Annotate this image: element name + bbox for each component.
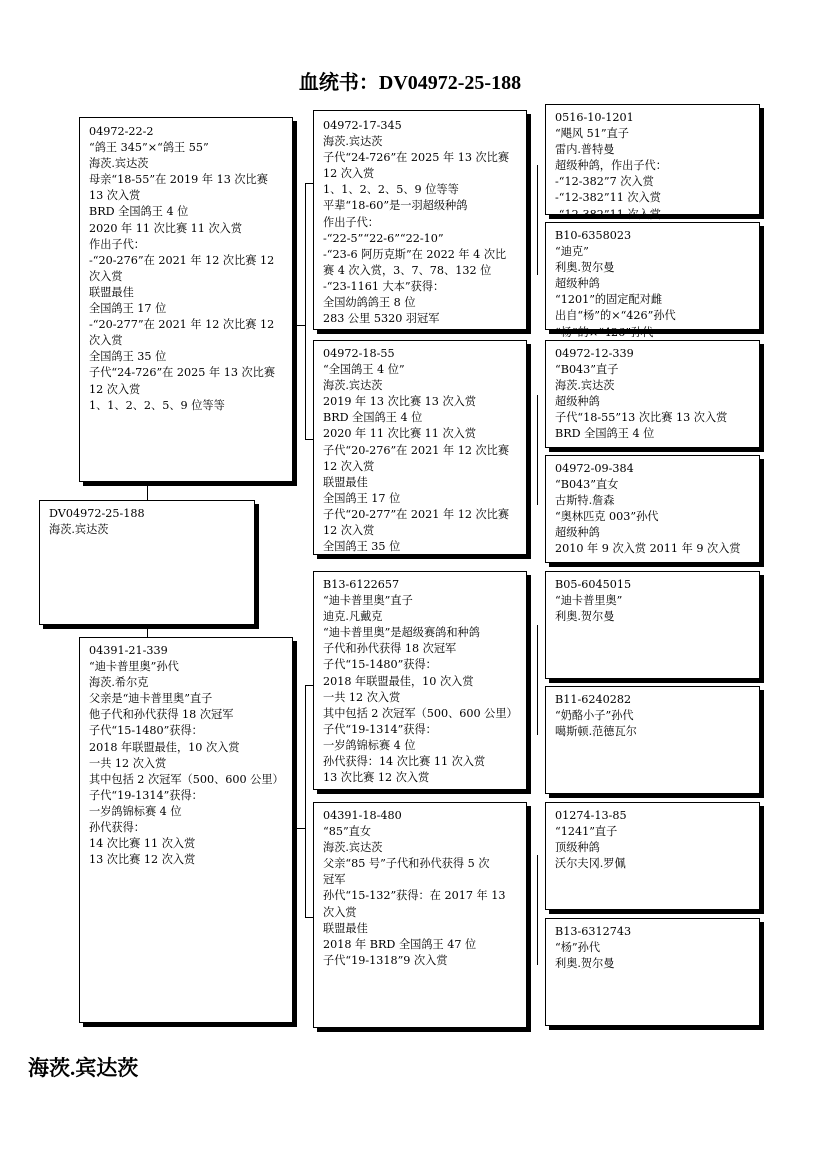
pedigree-line: “1201”的固定配对雌 xyxy=(555,293,663,307)
dam-dam-card xyxy=(313,802,527,1028)
pedigree-line: 283 公里 5320 羽冠军 xyxy=(323,312,440,326)
pedigree-line: 2018 年 BRD 全国鸽王 47 位 xyxy=(323,937,477,951)
connector-dam-dd xyxy=(305,917,313,918)
pedigree-line: -“12-382”11 次入赏 xyxy=(555,207,661,221)
connector-sire-ss xyxy=(305,183,313,184)
dam-card xyxy=(79,637,293,1023)
pedigree-line: 孙代“15-132”获得：在 2017 年 13 xyxy=(323,889,506,903)
pedigree-line: 01274-13-85 xyxy=(555,809,627,822)
pedigree-line: 04972-09-384 xyxy=(555,462,634,475)
connector-sire-subject xyxy=(147,482,148,500)
pedigree-line: 0516-10-1201 xyxy=(555,111,634,124)
pedigree-line: 2018 年联盟最佳，10 次入赏 xyxy=(89,740,240,754)
pedigree-line: “飓风 51”直子 xyxy=(555,127,629,141)
pedigree-line: B11-6240282 xyxy=(555,693,632,706)
pedigree-line: -“12-382”11 次入赏 xyxy=(555,191,661,205)
pedigree-line: “杨”孙代 xyxy=(555,941,601,955)
pedigree-line: 古斯特.詹森 xyxy=(555,494,615,508)
connector-sd-pair xyxy=(537,395,538,505)
pedigree-line: 海茨.希尔克 xyxy=(89,676,149,690)
pedigree-line: 一共 12 次入赏 xyxy=(89,756,167,770)
pedigree-line: 14 次比赛 11 次入赏 xyxy=(89,837,196,851)
dam-sire-card xyxy=(313,571,527,790)
breeder-name: 海茨.宾达茨 xyxy=(28,1056,139,1080)
pedigree-line: 孙代获得：14 次比赛 11 次入赏 xyxy=(323,755,486,769)
connector-dam-ds xyxy=(305,685,313,686)
pedigree-line: 04391-18-480 xyxy=(323,809,402,822)
sire-dam-card xyxy=(313,340,527,555)
pedigree-line: 子代“20-276”在 2021 年 12 次比赛 xyxy=(323,443,510,457)
pedigree-line: 顶级种鸽 xyxy=(555,841,600,855)
pedigree-line: 04972-17-345 xyxy=(323,119,402,132)
pedigree-line: 1、1、2、2、5、9 位等等 xyxy=(323,183,459,197)
pedigree-line: 超级种鸽 xyxy=(555,526,600,540)
pedigree-line: “鸽王 345”×“鸽王 55” xyxy=(89,141,209,155)
pedigree-line: 子代“19-1314”获得： xyxy=(323,722,437,736)
pedigree-line: 子代“19-1318”9 次入赏 xyxy=(323,953,448,967)
connector-dd-pair xyxy=(537,855,538,965)
pedigree-line: 2020 年 11 次比赛 11 次入赏 xyxy=(89,221,243,235)
pedigree-line: “奶酪小子”孙代 xyxy=(555,709,634,723)
pedigree-line: 次入赏 xyxy=(323,905,357,919)
sd-sire-card xyxy=(545,340,760,448)
pedigree-line: 全国幼鸽鸽王 8 位 xyxy=(323,296,416,310)
pedigree-line: “1241”直子 xyxy=(555,825,618,839)
connector-dam-vertical xyxy=(305,685,306,917)
pedigree-line: 利奥.贺尔曼 xyxy=(555,261,615,275)
pedigree-line: 迪克.凡戴克 xyxy=(323,610,383,624)
subject-card xyxy=(39,500,255,625)
sire-sire-card xyxy=(313,110,527,330)
pedigree-line: 海茨.宾达茨 xyxy=(89,157,149,171)
pedigree-line: “迪克” xyxy=(555,245,589,259)
pedigree-line: B05-6045015 xyxy=(555,578,632,591)
pedigree-line: 联盟最佳 xyxy=(323,921,368,935)
pedigree-line: 超级种鸽 xyxy=(555,395,600,409)
pedigree-line: 全国鸽王 17 位 xyxy=(89,302,167,316)
pedigree-line: 子代“18-55”13 次比赛 13 次入赏 xyxy=(555,411,728,425)
dd-sire-card xyxy=(545,802,760,910)
pedigree-line: 一岁鸽锦标赛 4 位 xyxy=(89,804,182,818)
pedigree-line: 2010 年 9 次入赏 2011 年 9 次入赏 xyxy=(555,542,741,556)
pedigree-line: BRD 全国鸽王 4 位 xyxy=(323,411,423,425)
pedigree-line: 04391-21-339 xyxy=(89,644,168,657)
pedigree-line: 父亲“85 号”子代和孙代获得 5 次 xyxy=(323,857,490,871)
dd-dam-card xyxy=(545,918,760,1026)
pedigree-line: 噶斯顿.范德瓦尔 xyxy=(555,725,637,739)
pedigree-line: “迪卡普里奥”直子 xyxy=(323,594,413,608)
pedigree-line: 平辈“18-60”是一羽超级种鸽 xyxy=(323,199,468,213)
pedigree-line: 次入赏 xyxy=(89,334,123,348)
pedigree-line: 04972-12-339 xyxy=(555,347,634,360)
ds-sire-card xyxy=(545,571,760,679)
pedigree-line: -“23-6 阿历克斯”在 2022 年 4 次比 xyxy=(323,247,507,261)
pedigree-line: 超级种鸽，作出子代： xyxy=(555,159,667,173)
pedigree-line: 1、1、2、2、5、9 位等等 xyxy=(89,398,225,412)
pedigree-line: 联盟最佳 xyxy=(89,285,134,299)
pedigree-line: 12 次入赏 xyxy=(323,524,375,538)
connector-ss-pair xyxy=(537,165,538,275)
sd-dam-card xyxy=(545,455,760,563)
pedigree-line: 沃尔夫冈.罗佩 xyxy=(555,857,626,871)
pedigree-line: 海茨.宾达茨 xyxy=(323,379,383,393)
pedigree-line: 子代和孙代获得 18 次冠军 xyxy=(323,642,457,656)
pedigree-line: 全国鸽王 35 位 xyxy=(89,350,167,364)
pedigree-line: 13 次比赛 12 次入赏 xyxy=(323,771,430,785)
ss-sire-card xyxy=(545,104,760,221)
pedigree-line: 孙代获得： xyxy=(89,821,145,835)
pedigree-line: “B043”直女 xyxy=(555,478,619,492)
pedigree-line: “迪卡普里奥”是超级赛鸽和种鸽 xyxy=(323,626,480,640)
pedigree-line: “B043”直子 xyxy=(555,363,619,377)
connector-sire-sd xyxy=(305,439,313,440)
pedigree-line: 子代“19-1314”获得： xyxy=(89,788,203,802)
pedigree-line: 海茨.宾达茨 xyxy=(323,841,383,855)
pedigree-line: 12 次入赏 xyxy=(323,167,375,181)
pedigree-line: B13-6312743 xyxy=(555,925,632,938)
pedigree-line: 一共 12 次入赏 xyxy=(323,690,401,704)
pedigree-line: -“20-277”在 2021 年 12 次比赛 12 xyxy=(89,318,275,332)
pedigree-line: B10-6358023 xyxy=(555,229,632,242)
pedigree-line: 子代“15-1480”获得： xyxy=(323,658,437,672)
pedigree-line: 父亲是“迪卡普里奥”直子 xyxy=(89,692,213,706)
pedigree-line: B13-6122657 xyxy=(323,578,400,591)
pedigree-line: “杨”的×“426”孙代 xyxy=(555,325,654,339)
pedigree-line: 他子代和孙代获得 18 次冠军 xyxy=(89,708,234,722)
pedigree-line: 其中包括 2 次冠军（500、600 公里） xyxy=(89,772,284,786)
pedigree-line: 次入赏 xyxy=(89,269,123,283)
pedigree-line: 海茨.宾达茨 xyxy=(323,135,383,149)
pedigree-line: 12 次入赏 xyxy=(89,382,141,396)
pedigree-line: 海茨.宾达茨 xyxy=(555,379,615,393)
pedigree-line: 全国鸽王 17 位 xyxy=(323,491,401,505)
pedigree-line: 13 次入赏 xyxy=(89,189,141,203)
pedigree-line: -“20-276”在 2021 年 12 次比赛 12 xyxy=(89,253,275,267)
pedigree-line: 04972-22-2 xyxy=(89,125,154,138)
pedigree-line: 利奥.贺尔曼 xyxy=(555,957,615,971)
ds-dam-card xyxy=(545,686,760,794)
page-title: 血统书：DV04972-25-188 xyxy=(298,72,522,94)
pedigree-line: -“12-382”7 次入赏 xyxy=(555,175,654,189)
pedigree-line: 冠军 xyxy=(323,873,346,887)
pedigree-line: DV04972-25-188 xyxy=(49,507,145,520)
pedigree-line: 2020 年 11 次比赛 11 次入赏 xyxy=(323,427,477,441)
pedigree-line: 子代“15-1480”获得： xyxy=(89,724,203,738)
pedigree-line: “全国鸽王 4 位” xyxy=(323,363,405,377)
pedigree-line: 一岁鸽锦标赛 4 位 xyxy=(323,738,416,752)
pedigree-line: 超级种鸽 xyxy=(555,277,600,291)
pedigree-line: -“22-5”“22-6”“22-10” xyxy=(323,231,444,245)
pedigree-line: BRD 全国鸽王 4 位 xyxy=(89,205,189,219)
pedigree-line: 13 次比赛 12 次入赏 xyxy=(89,853,196,867)
connector-ds-pair xyxy=(537,625,538,735)
sire-card xyxy=(79,117,293,482)
connector-sire-vertical xyxy=(305,183,306,439)
pedigree-line: 母亲“18-55”在 2019 年 13 次比赛 xyxy=(89,173,268,187)
pedigree-line: 12 次入赏 xyxy=(323,459,375,473)
pedigree-line: 全国鸽王 35 位 xyxy=(323,540,401,554)
pedigree-line: 其中包括 2 次冠军（500、600 公里） xyxy=(323,706,518,720)
pedigree-line: 子代“20-277”在 2021 年 12 次比赛 xyxy=(323,507,510,521)
pedigree-line: 赛 4 次入赏，3、7、78、132 位 xyxy=(323,263,492,277)
pedigree-line: 作出子代： xyxy=(323,215,379,229)
pedigree-line: -“23-1161 大本”获得： xyxy=(323,279,445,293)
pedigree-line: “迪卡普里奥” xyxy=(555,594,623,608)
ss-dam-card xyxy=(545,222,760,339)
pedigree-line: BRD 全国鸽王 4 位 xyxy=(555,427,655,441)
pedigree-line: 04972-18-55 xyxy=(323,347,395,360)
pedigree-line: 利奥.贺尔曼 xyxy=(555,610,615,624)
pedigree-line: 联盟最佳 xyxy=(323,475,368,489)
pedigree-line: 子代“24-726”在 2025 年 13 次比赛 xyxy=(89,366,276,380)
pedigree-line: 子代“24-726”在 2025 年 13 次比赛 xyxy=(323,151,510,165)
pedigree-line: 作出子代： xyxy=(89,237,145,251)
pedigree-line: “迪卡普里奥”孙代 xyxy=(89,660,179,674)
pedigree-line: 海茨.宾达茨 xyxy=(49,523,109,537)
pedigree-line: 2018 年联盟最佳，10 次入赏 xyxy=(323,674,474,688)
pedigree-line: 雷内.普特曼 xyxy=(555,143,615,157)
pedigree-line: 2019 年 13 次比赛 13 次入赏 xyxy=(323,395,477,409)
pedigree-line: 出自“杨”的×“426”孙代 xyxy=(555,309,676,323)
connector-dam-subject xyxy=(147,625,148,637)
pedigree-line: “奥林匹克 003”孙代 xyxy=(555,510,659,524)
pedigree-line: “85”直女 xyxy=(323,825,372,839)
